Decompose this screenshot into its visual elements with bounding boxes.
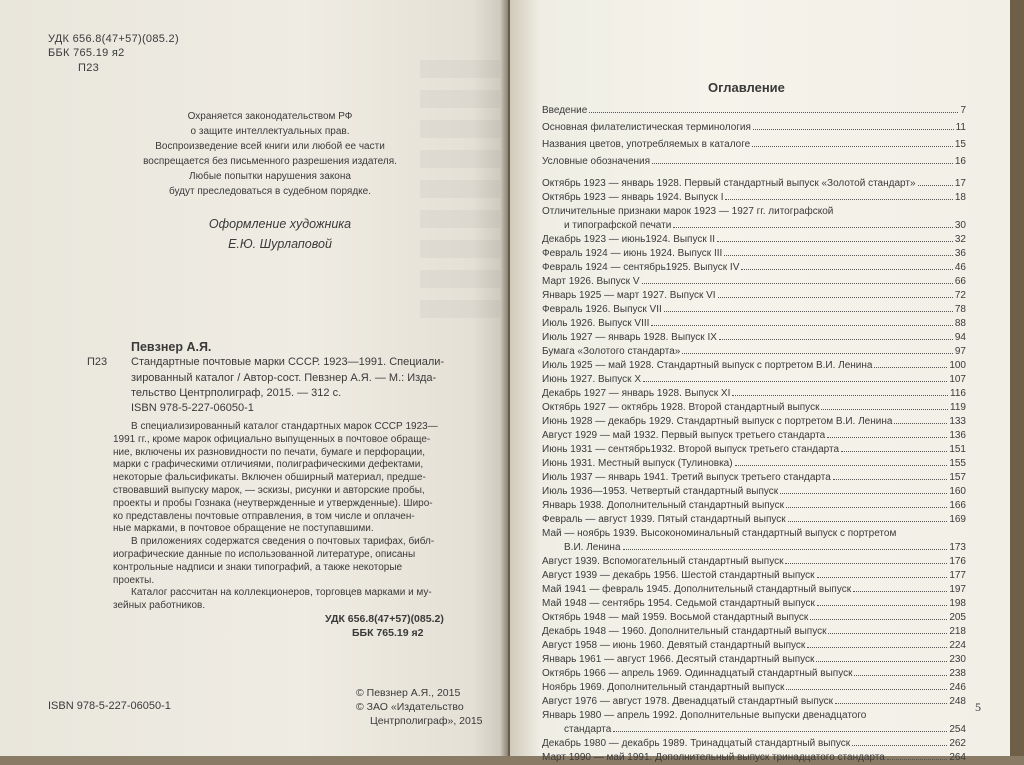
toc-leader-dots bbox=[651, 325, 952, 326]
designer-credit-label: Оформление художника bbox=[208, 217, 352, 231]
toc-entry-title: Июнь 1931 — сентябрь1932. Второй выпуск третьего стандарта bbox=[542, 444, 840, 455]
toc-entry bbox=[542, 387, 966, 401]
toc-entry-title: Декабрь 1948 — 1960. Дополнительный стандартный выпуск bbox=[542, 626, 827, 637]
toc-entry bbox=[542, 513, 966, 527]
toc-entry-page: 136 bbox=[949, 430, 966, 441]
toc-entry bbox=[542, 485, 966, 499]
toc-entry bbox=[542, 653, 966, 667]
toc-leader-dots bbox=[817, 605, 947, 606]
toc-entry bbox=[542, 155, 966, 169]
toc-leader-dots bbox=[835, 703, 947, 704]
bbk-code-top: ББК 765.19 я2 bbox=[48, 47, 125, 59]
toc-entry-title: Июнь 1927. Выпуск X bbox=[542, 374, 641, 385]
toc-entry bbox=[542, 191, 966, 205]
toc-entry bbox=[542, 373, 966, 387]
toc-entry bbox=[542, 275, 966, 289]
toc-entry-page: 254 bbox=[949, 724, 966, 735]
toc-entry bbox=[542, 471, 966, 485]
toc-entry-page: 18 bbox=[954, 192, 966, 203]
toc-entry bbox=[542, 737, 966, 751]
toc-leader-dots bbox=[785, 563, 947, 564]
toc-entry-title: Август 1958 — июнь 1960. Девятый стандартный выпуск bbox=[542, 640, 806, 651]
toc-entry-page: 97 bbox=[954, 346, 966, 357]
toc-entry-page: 151 bbox=[949, 444, 966, 455]
toc-entry-page: 46 bbox=[954, 262, 966, 273]
toc-entry-title: Февраль 1924 — июнь 1924. Выпуск III bbox=[542, 248, 723, 259]
toc-entry bbox=[542, 303, 966, 317]
toc-entry bbox=[542, 345, 966, 359]
toc-entry bbox=[542, 723, 966, 737]
toc-entry-title: Январь 1980 — апрель 1992. Дополнительные выпуски двенадцатого bbox=[542, 710, 867, 721]
toc-entry bbox=[542, 597, 966, 611]
toc-entry-page: 107 bbox=[949, 374, 966, 385]
toc-entry-title: Июль 1926. Выпуск VIII bbox=[542, 318, 650, 329]
toc-entry-title: Июль 1936—1953. Четвертый стандартный выпуск bbox=[542, 486, 779, 497]
isbn-bottom: ISBN 978-5-227-06050-1 bbox=[48, 700, 171, 712]
toc-entry-title-cont: В.И. Ленина bbox=[564, 542, 621, 553]
toc-entry-page: 230 bbox=[949, 654, 966, 665]
toc-leader-dots bbox=[623, 549, 948, 550]
designer-name: Е.Ю. Шурлаповой bbox=[228, 237, 332, 251]
toc-entry bbox=[542, 121, 966, 135]
toc-entry-page: 17 bbox=[954, 178, 966, 189]
toc-entry-title: Основная филателистическая терминология bbox=[542, 122, 751, 133]
toc-leader-dots bbox=[718, 297, 953, 298]
toc-leader-dots bbox=[780, 493, 947, 494]
toc-leader-dots bbox=[821, 409, 948, 410]
toc-leader-dots bbox=[817, 577, 948, 578]
toc-entry-title: Август 1939. Вспомогательный стандартный выпуск bbox=[542, 556, 784, 567]
copyright-author: © Певзнер А.Я., 2015 bbox=[356, 687, 461, 699]
toc-entry bbox=[542, 541, 966, 555]
toc-entry-title-cont: стандарта bbox=[564, 724, 612, 735]
toc-entry-page: 177 bbox=[949, 570, 966, 581]
toc-leader-dots bbox=[673, 227, 953, 228]
toc-entry-title: Июль 1937 — январь 1941. Третий выпуск третьего стандарта bbox=[542, 472, 831, 483]
toc-entry bbox=[542, 429, 966, 443]
toc-entry-title: Май — ноябрь 1939. Высокономинальный стандартный выпуск с портретом bbox=[542, 528, 897, 539]
toc-entry-page: 262 bbox=[949, 738, 966, 749]
toc-entry bbox=[542, 233, 966, 247]
toc-entry-title: Ноябрь 1969. Дополнительный стандартный выпуск bbox=[542, 682, 785, 693]
toc-entry-title: Май 1948 — сентябрь 1954. Седьмой стандартный выпуск bbox=[542, 598, 815, 609]
toc-leader-dots bbox=[894, 423, 947, 424]
toc-entry-page: 15 bbox=[954, 139, 966, 150]
toc-leader-dots bbox=[724, 255, 953, 256]
toc-entry-page: 264 bbox=[949, 752, 966, 763]
bbk-code-bottom: ББК 765.19 я2 bbox=[352, 627, 424, 639]
toc-entry bbox=[542, 583, 966, 597]
toc-entry bbox=[542, 695, 966, 709]
toc-leader-dots bbox=[786, 689, 947, 690]
toc-entry-title: Июнь 1931. Местный выпуск (Тулиновка) bbox=[542, 458, 733, 469]
toc-entry bbox=[542, 457, 966, 471]
toc-entry-title: Бумага «Золотого стандарта» bbox=[542, 346, 681, 357]
toc-entry-title-cont: и типографской печати bbox=[564, 220, 672, 231]
toc-entry bbox=[542, 499, 966, 513]
toc-entry bbox=[542, 247, 966, 261]
toc-entry-page: 197 bbox=[949, 584, 966, 595]
copyright-publisher-cont: Центрполиграф», 2015 bbox=[370, 715, 483, 727]
toc-entry bbox=[542, 555, 966, 569]
toc-leader-dots bbox=[735, 465, 948, 466]
toc-entry bbox=[542, 625, 966, 639]
toc-entry bbox=[542, 639, 966, 653]
copyright-notice: Охраняется законодательством РФ о защите интеллектуальных прав. Воспроизведение всей книги или любой ее части воспрещается без письменного разрешения издателя. Любые попытки нарушения закона будут преследоваться в судебном порядке. bbox=[143, 111, 397, 197]
toc-leader-dots bbox=[725, 199, 952, 200]
toc-title: Оглавление bbox=[708, 80, 785, 95]
toc-entry-page: 160 bbox=[949, 486, 966, 497]
toc-entry-title: Условные обозначения bbox=[542, 156, 651, 167]
toc-entry-title: Март 1990 — май 1991. Дополнительный выпуск тринадцатого стандарта bbox=[542, 752, 885, 763]
toc-entry-title: Июль 1925 — май 1928. Стандартный выпуск с портретом В.И. Ленина bbox=[542, 360, 873, 371]
book-abstract: В специализированный каталог стандартных марок СССР 1923— 1991 гг., кроме марок официально выпущенных в почтовое обраще- ние, включены их разновидности по печати, бумаге и перфорации, марки с графическими отличиями, полиграфическими дефектами, некоторые фальсификаты. Включен обширный материал, предше- ствовавший выпуску марок, — эскизы, рисунки и авторские пробы, проекты и пробы Гознака (неутвержденные и утвержденные). Широ- ко представлены почтовые отправления, в том числе и оплачен- ные марками, в почтовое обращение не поступавшими. В приложениях содержатся сведения о почтовых тарифах, библ- иографические данные по использованной литературе, описаны контрольные надписи и знаки типографий, а также некоторые проекты. Каталог рассчитан на коллекционеров, торговцев марками и му- зейных работников. bbox=[113, 421, 438, 612]
toc-entry bbox=[542, 331, 966, 345]
toc-leader-dots bbox=[643, 381, 947, 382]
toc-leader-dots bbox=[589, 112, 958, 113]
toc-leader-dots bbox=[753, 129, 954, 130]
toc-entry-title: Февраль 1926. Выпуск VII bbox=[542, 304, 662, 315]
toc-leader-dots bbox=[786, 507, 947, 508]
toc-entry-page: 16 bbox=[954, 156, 966, 167]
toc-entry-page: 78 bbox=[954, 304, 966, 315]
toc-entry-title: Декабрь 1923 — июнь1924. Выпуск II bbox=[542, 234, 716, 245]
toc-entry-page: 176 bbox=[949, 556, 966, 567]
toc-entry-page: 7 bbox=[960, 105, 966, 116]
toc-entry bbox=[542, 751, 966, 765]
toc-entry-page: 30 bbox=[954, 220, 966, 231]
toc-entry-page: 166 bbox=[949, 500, 966, 511]
toc-entry-page: 133 bbox=[949, 416, 966, 427]
toc-entry bbox=[542, 415, 966, 429]
toc-entry bbox=[542, 177, 966, 191]
toc-entry-title: Октябрь 1948 — май 1959. Восьмой стандартный выпуск bbox=[542, 612, 809, 623]
toc-entry-page: 248 bbox=[949, 696, 966, 707]
toc-leader-dots bbox=[833, 479, 948, 480]
toc-entry-title: Август 1929 — май 1932. Первый выпуск третьего стандарта bbox=[542, 430, 826, 441]
toc-entry-title: Январь 1961 — август 1966. Десятый стандартный выпуск bbox=[542, 654, 815, 665]
toc-leader-dots bbox=[827, 437, 947, 438]
toc-entry-page: 36 bbox=[954, 248, 966, 259]
toc-entry-page: 205 bbox=[949, 612, 966, 623]
table-of-contents bbox=[542, 104, 966, 765]
toc-entry bbox=[542, 289, 966, 303]
toc-entry bbox=[542, 569, 966, 583]
author-sign-top: П23 bbox=[78, 62, 100, 74]
toc-entry-title: Июнь 1928 — декабрь 1929. Стандартный выпуск с портретом В.И. Ленина bbox=[542, 416, 893, 427]
toc-entry-page: 116 bbox=[950, 388, 966, 399]
toc-leader-dots bbox=[652, 163, 953, 164]
left-page bbox=[0, 0, 508, 756]
toc-entry-title: Декабрь 1927 — январь 1928. Выпуск XI bbox=[542, 388, 731, 399]
toc-entry-title: Март 1926. Выпуск V bbox=[542, 276, 640, 287]
toc-leader-dots bbox=[719, 339, 953, 340]
toc-entry bbox=[542, 261, 966, 275]
toc-entry-page: 246 bbox=[949, 682, 966, 693]
toc-entry-page: 88 bbox=[954, 318, 966, 329]
bibliographic-description: Стандартные почтовые марки СССР. 1923—1991. Специали- зированный каталог / Автор-сост. Певзнер А.Я. — М.: Изда- тельство Центрполиграф, 2015. — 312 с. bbox=[131, 356, 445, 399]
page-number: 5 bbox=[975, 700, 981, 714]
toc-leader-dots bbox=[841, 451, 947, 452]
toc-leader-dots bbox=[852, 745, 947, 746]
toc-entry-page: 11 bbox=[955, 122, 966, 133]
isbn-middle: ISBN 978-5-227-06050-1 bbox=[131, 402, 254, 414]
toc-entry bbox=[542, 104, 966, 118]
toc-leader-dots bbox=[664, 311, 953, 312]
toc-leader-dots bbox=[810, 619, 947, 620]
toc-entry bbox=[542, 317, 966, 331]
background-edge bbox=[1010, 0, 1024, 756]
toc-leader-dots bbox=[642, 283, 953, 284]
toc-entry bbox=[542, 667, 966, 681]
toc-entry-page: 32 bbox=[954, 234, 966, 245]
toc-entry-title: Февраль 1924 — сентябрь1925. Выпуск IV bbox=[542, 262, 740, 273]
toc-leader-dots bbox=[741, 269, 953, 270]
toc-leader-dots bbox=[918, 185, 953, 186]
toc-entry bbox=[542, 443, 966, 457]
toc-entry-title: Февраль — август 1939. Пятый стандартный выпуск bbox=[542, 514, 786, 525]
toc-entry-title: Октябрь 1923 — январь 1928. Первый стандартный выпуск «Золотой стандарт» bbox=[542, 178, 916, 189]
toc-leader-dots bbox=[874, 367, 947, 368]
toc-entry-page: 198 bbox=[949, 598, 966, 609]
toc-leader-dots bbox=[816, 661, 947, 662]
toc-entry-title: Названия цветов, употребляемых в каталоге bbox=[542, 139, 751, 150]
toc-leader-dots bbox=[828, 633, 947, 634]
toc-entry-page: 100 bbox=[949, 360, 966, 371]
udk-code-bottom: УДК 656.8(47+57)(085.2) bbox=[325, 613, 444, 625]
author-heading: Певзнер А.Я. bbox=[131, 340, 212, 354]
toc-leader-dots bbox=[854, 675, 947, 676]
toc-leader-dots bbox=[807, 647, 947, 648]
toc-leader-dots bbox=[853, 591, 947, 592]
toc-entry bbox=[542, 681, 966, 695]
udk-code-top: УДК 656.8(47+57)(085.2) bbox=[48, 33, 179, 45]
toc-entry-page: 173 bbox=[949, 542, 966, 553]
toc-entry bbox=[542, 359, 966, 373]
toc-leader-dots bbox=[752, 146, 953, 147]
toc-entry-page: 66 bbox=[954, 276, 966, 287]
toc-entry-page: 94 bbox=[954, 332, 966, 343]
toc-entry-page: 238 bbox=[949, 668, 966, 679]
toc-entry-title: Октябрь 1966 — апрель 1969. Одиннадцатый стандартный выпуск bbox=[542, 668, 853, 679]
toc-entry bbox=[542, 138, 966, 152]
toc-leader-dots bbox=[732, 395, 948, 396]
toc-entry bbox=[542, 219, 966, 233]
toc-leader-dots bbox=[788, 521, 948, 522]
toc-entry-title: Январь 1925 — март 1927. Выпуск VI bbox=[542, 290, 716, 301]
toc-entry bbox=[542, 401, 966, 415]
toc-entry-page: 157 bbox=[949, 472, 966, 483]
toc-leader-dots bbox=[887, 759, 947, 760]
toc-entry-title: Июль 1927 — январь 1928. Выпуск IX bbox=[542, 332, 717, 343]
toc-entry-page: 119 bbox=[950, 402, 966, 413]
toc-entry-page: 224 bbox=[949, 640, 966, 651]
toc-entry-title: Введение bbox=[542, 105, 588, 116]
toc-entry-title: Декабрь 1980 — декабрь 1989. Тринадцатый стандартный выпуск bbox=[542, 738, 851, 749]
toc-entry-title: Отличительные признаки марок 1923 — 1927 гг. литографской bbox=[542, 206, 834, 217]
toc-entry-page: 169 bbox=[949, 514, 966, 525]
author-sign-code: П23 bbox=[87, 356, 108, 368]
toc-entry-page: 155 bbox=[949, 458, 966, 469]
toc-leader-dots bbox=[613, 731, 947, 732]
toc-leader-dots bbox=[682, 353, 953, 354]
toc-entry bbox=[542, 611, 966, 625]
toc-entry-title: Август 1939 — декабрь 1956. Шестой стандартный выпуск bbox=[542, 570, 815, 581]
toc-entry-title: Август 1976 — август 1978. Двенадцатый стандартный выпуск bbox=[542, 696, 834, 707]
copyright-publisher: © ЗАО «Издательство bbox=[356, 701, 464, 713]
show-through-print bbox=[420, 60, 500, 320]
toc-entry-page: 72 bbox=[954, 290, 966, 301]
toc-leader-dots bbox=[717, 241, 953, 242]
toc-entry-title: Октябрь 1927 — октябрь 1928. Второй стандартный выпуск bbox=[542, 402, 820, 413]
toc-entry-title: Октябрь 1923 — январь 1924. Выпуск I bbox=[542, 192, 724, 203]
toc-entry-page: 218 bbox=[949, 626, 966, 637]
toc-entry-title: Январь 1938. Дополнительный стандартный выпуск bbox=[542, 500, 784, 511]
toc-entry-title: Май 1941 — февраль 1945. Дополнительный стандартный выпуск bbox=[542, 584, 852, 595]
